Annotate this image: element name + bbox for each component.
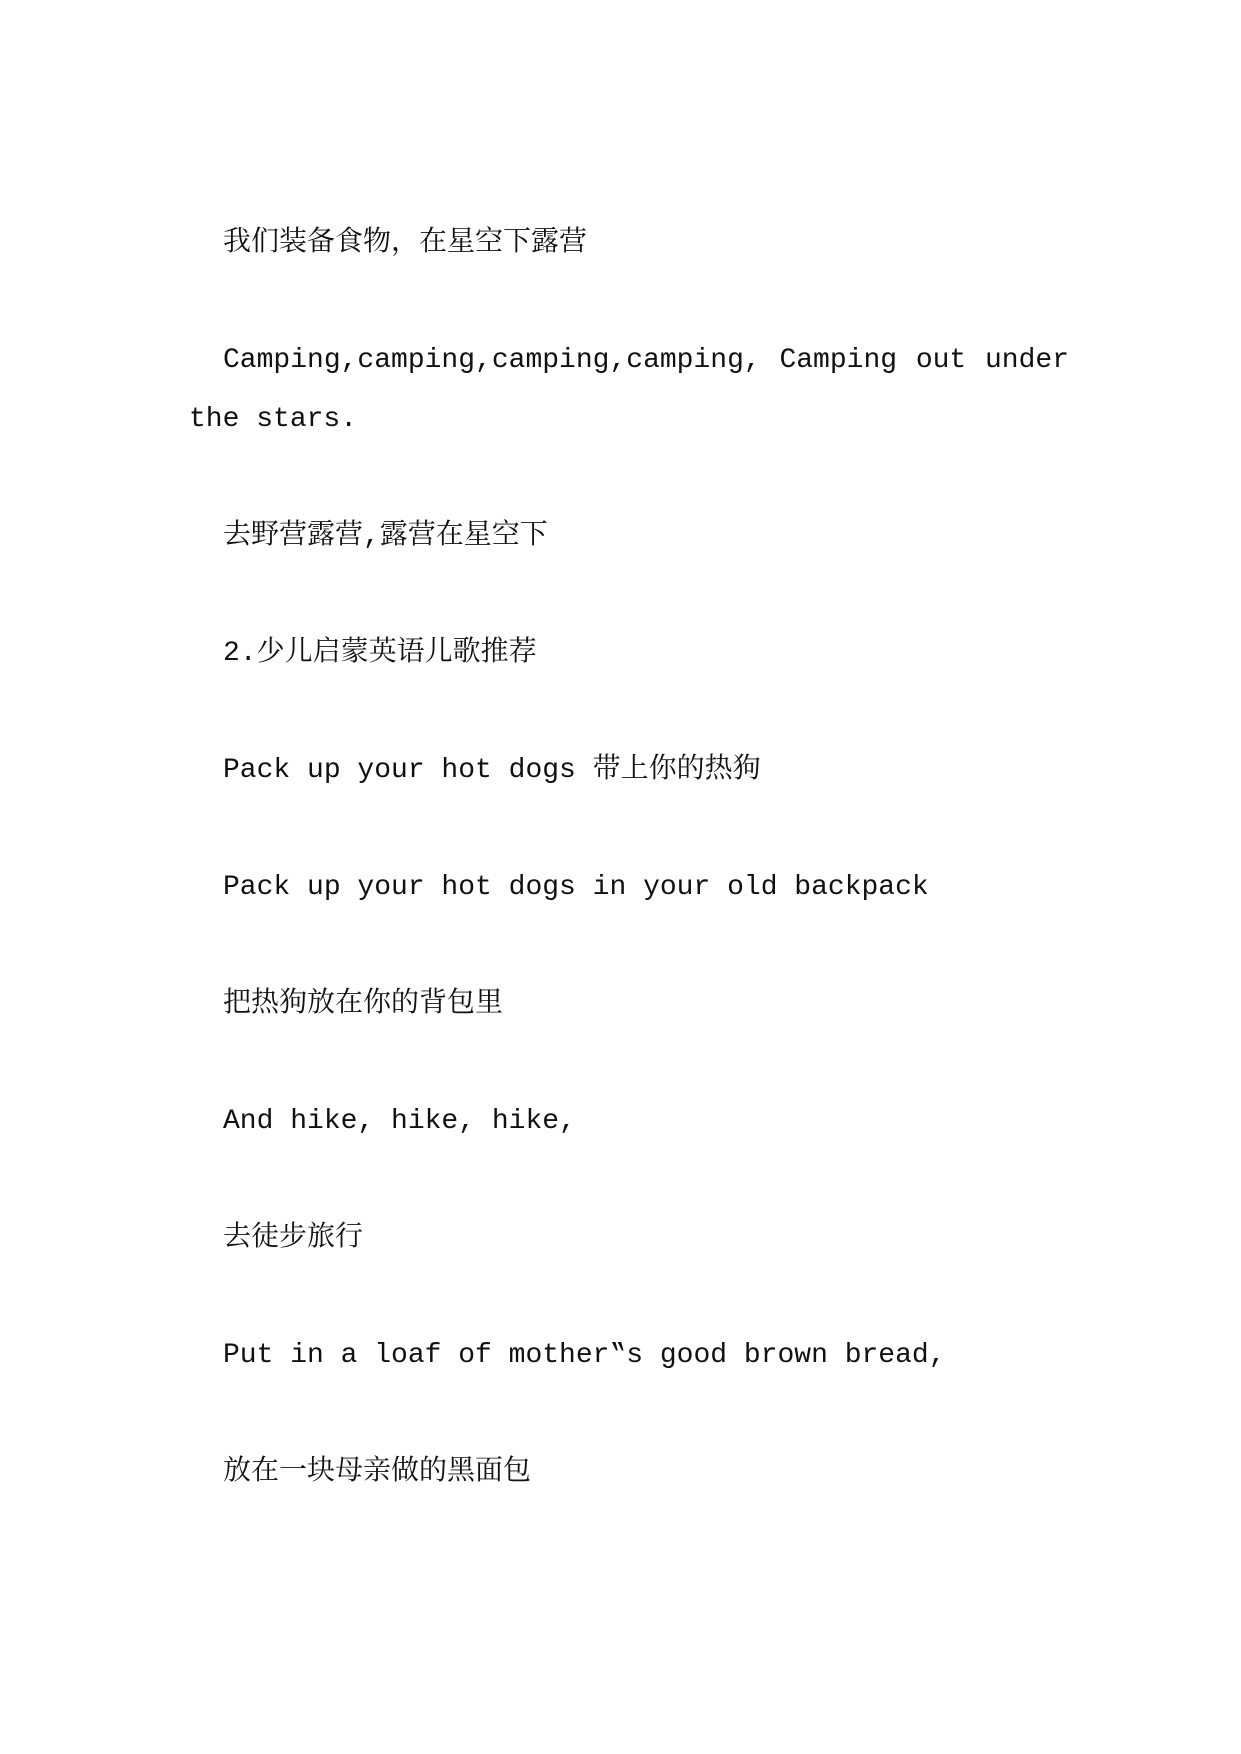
paragraph: And hike, hike, hike, [223,1105,576,1137]
paragraph: 把热狗放在你的背包里 [223,988,504,1020]
section-heading: 2.少儿启蒙英语儿歌推荐 [223,637,537,669]
paragraph: 放在一块母亲做的黑面包 [223,1456,532,1488]
paragraph: Camping,camping,camping,camping, Camping out under the stars. [189,345,1086,435]
paragraph: Pack up your hot dogs in your old backpack [223,871,929,903]
document-body [189,215,1086,1561]
paragraph: 去徒步旅行 [223,1222,364,1254]
paragraph: 去野营露营,露营在星空下 [223,520,548,552]
paragraph: Put in a loaf of mother‟s good brown bread, [223,1339,946,1371]
paragraph: 我们装备食物，在星空下露营 [223,228,588,259]
paragraph: Pack up your hot dogs 带上你的热狗 [223,754,761,786]
